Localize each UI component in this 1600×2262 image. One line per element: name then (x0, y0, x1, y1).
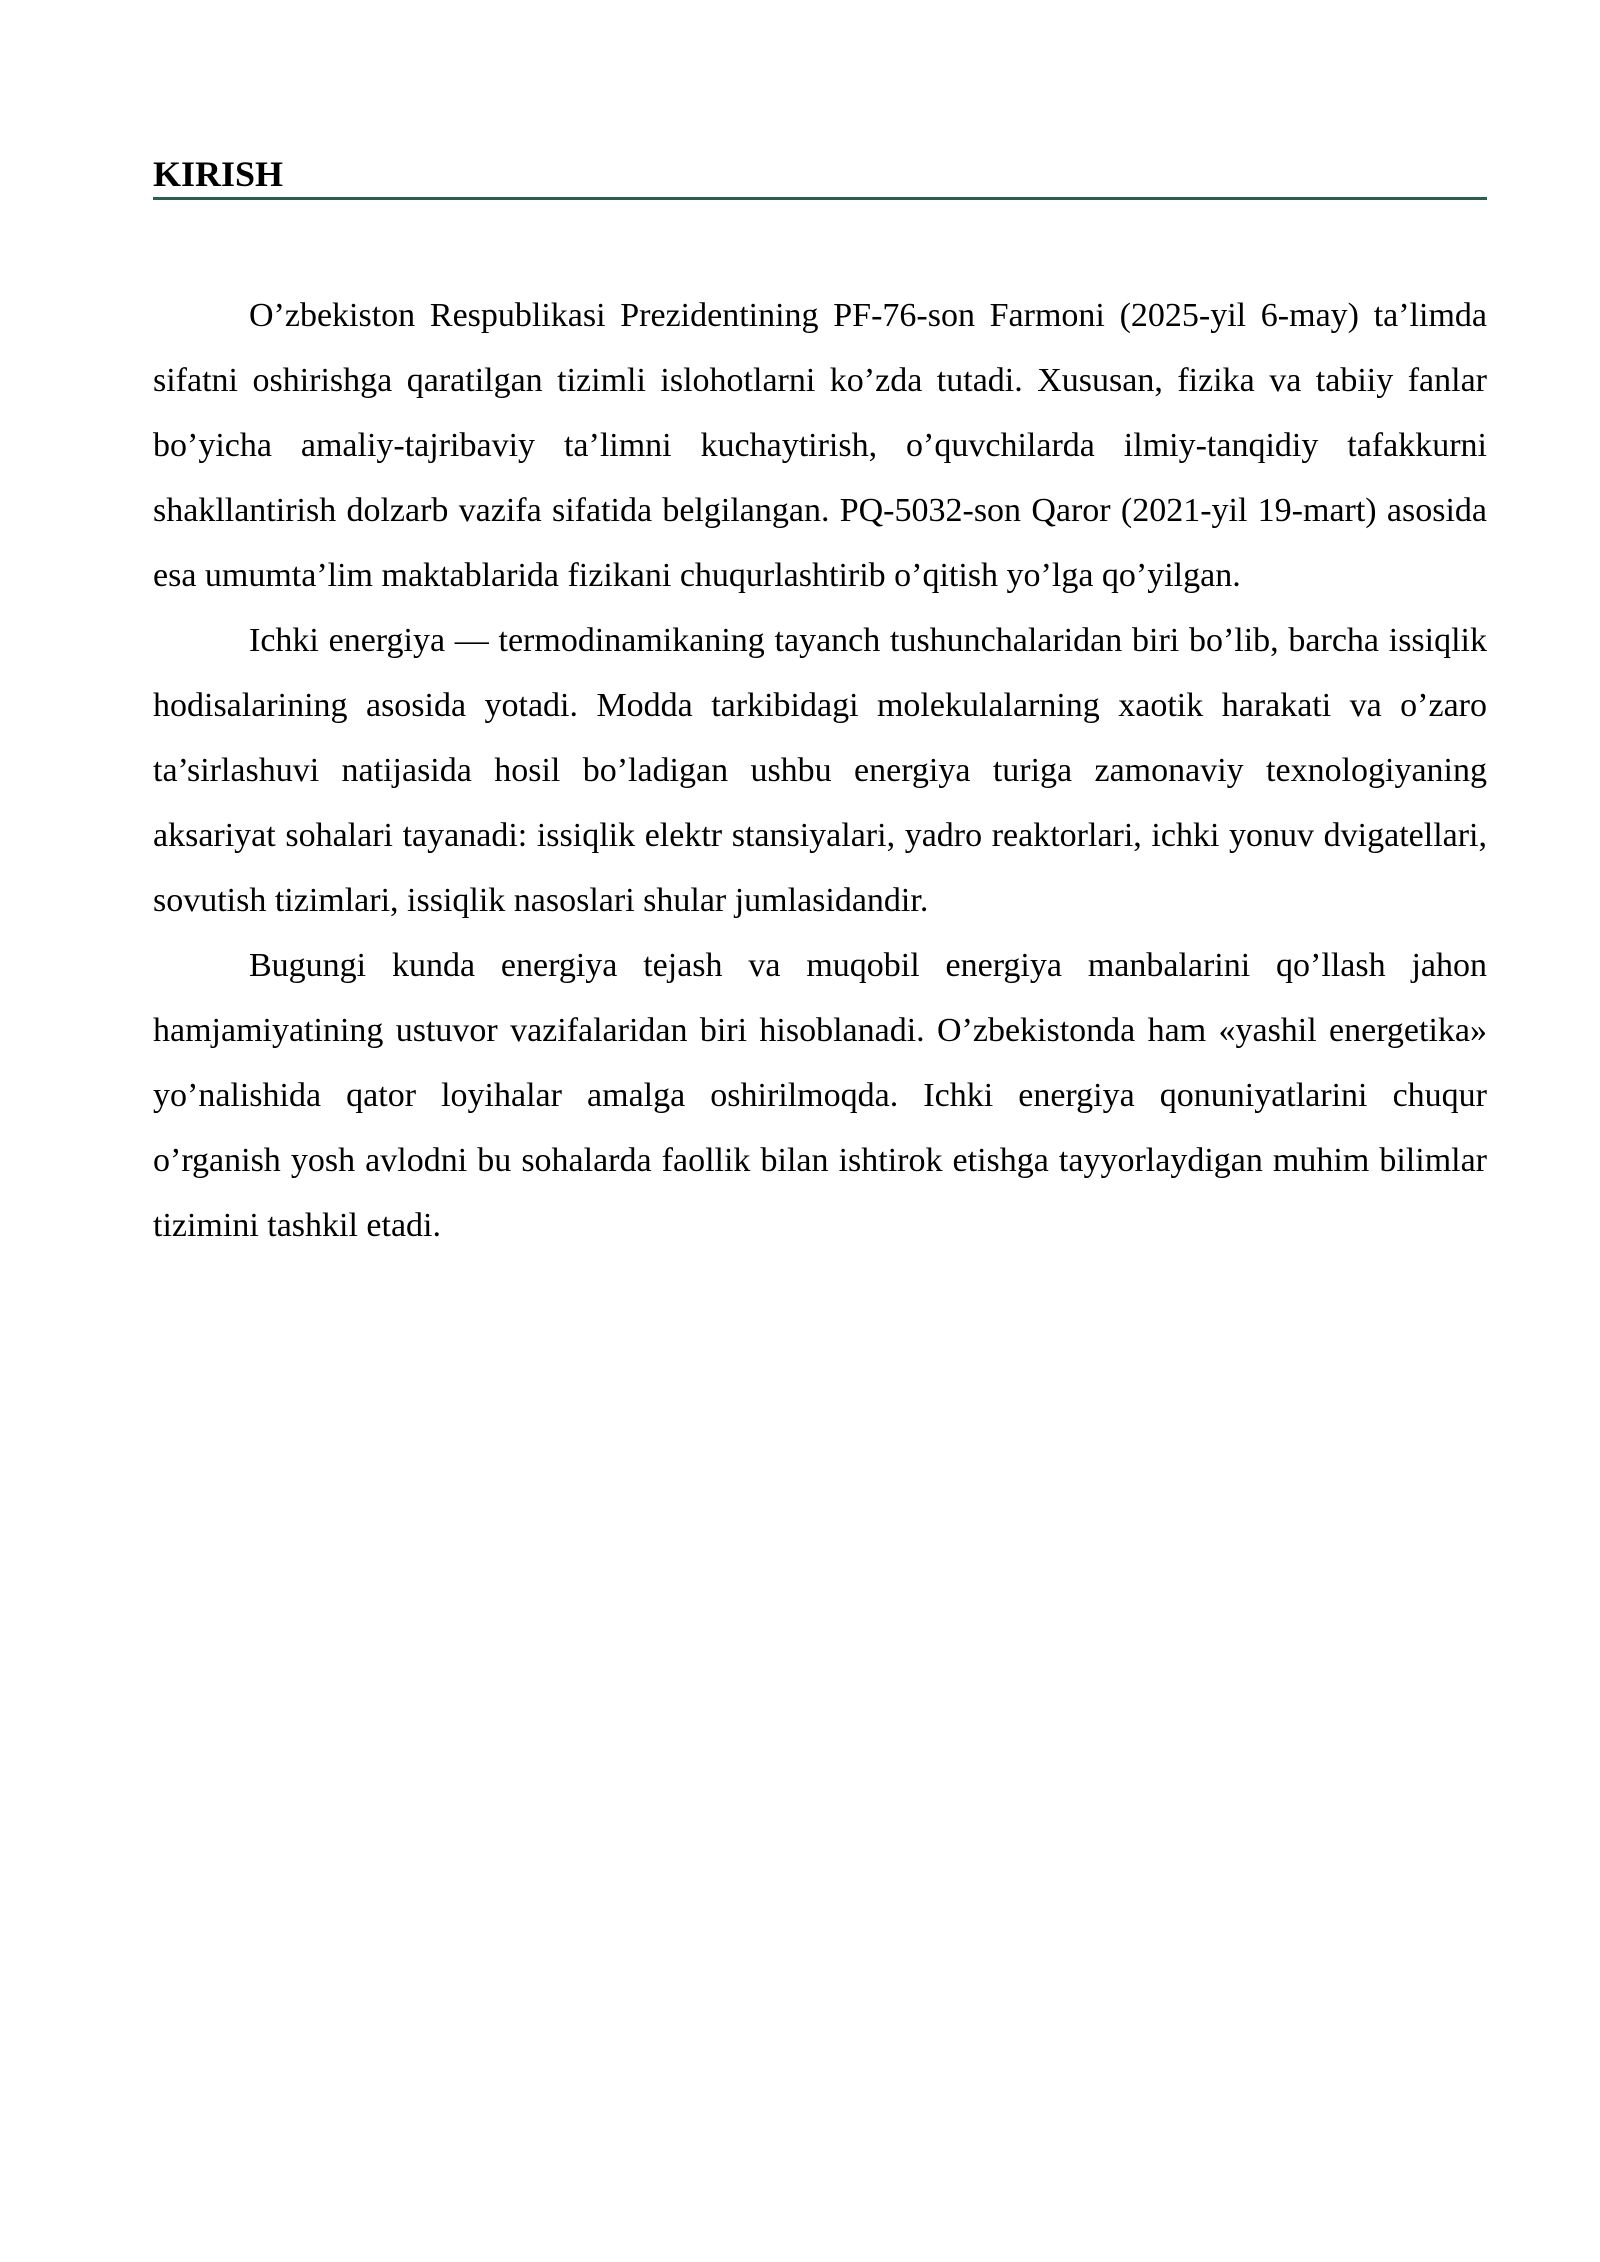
paragraph-3: Bugungi kunda energiya tejash va muqobil energiya manbalarini qo’llash jahon hamjamiyatining ustuvor vazifalaridan biri hisoblanadi. O’zbekistonda ham «yashil energetika» yo’nalishida qator loyihalar amalga oshirilmoqda. Ichki energiya qonuniyatlarini chuqur o’rganish yosh avlodni bu sohalarda faollik bilan ishtirok etishga tayyorlaydigan muhim bilimlar tizimini tashkil etadi. (153, 947, 1487, 1244)
paragraph-1: O’zbekiston Respublikasi Prezidentining PF-76-son Farmoni (2025-yil 6-may) ta’limda sifatni oshirishga qaratilgan tizimli islohotlarni ko’zda tutadi. Xususan, fizika va tabiiy fanlar bo’yicha amaliy-tajribaviy ta’limni kuchaytirish, o’quvchilarda ilmiy-tanqidiy tafakkurni shakllantirish dolzarb vazifa sifatida belgilangan. PQ-5032-son Qaror (2021-yil 19-mart) asosida esa umumta’lim maktablarida fizikani chuqurlashtirib o’qitish yo’lga qo’yilgan. (153, 297, 1487, 594)
section-heading-block (153, 152, 1487, 200)
body-text (153, 283, 1487, 1258)
heading-underline (153, 197, 1487, 200)
paragraph-2: Ichki energiya — termodinamikaning tayanch tushunchalaridan biri bo’lib, barcha issiqlik hodisalarining asosida yotadi. Modda tarkibidagi molekulalarning xaotik harakati va o’zaro ta’sirlashuvi natijasida hosil bo’ladigan ushbu energiya turiga zamonaviy texnologiyaning aksariyat sohalari tayanadi: issiqlik elektr stansiyalari, yadro reaktorlari, ichki yonuv dvigatellari, sovutish tizimlari, issiqlik nasoslari shular jumlasidandir. (153, 622, 1487, 919)
section-heading: KIRISH (153, 154, 284, 194)
